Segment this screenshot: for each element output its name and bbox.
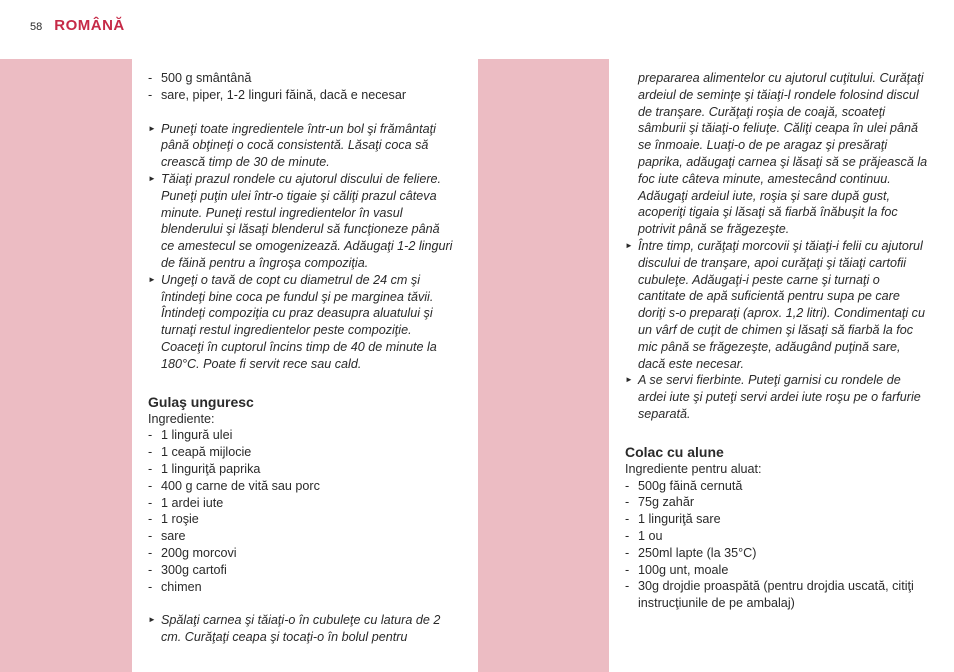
left-column (148, 70, 453, 646)
page-header (30, 17, 125, 37)
recipe-title-colac: Colac cu alune (625, 443, 724, 460)
instruction-step: ► Spălaţi carnea şi tăiaţi-o în cubuleţe cu latura de 2 cm. Curăţaţi ceapa şi tocaţi-o în bolul pentru (148, 613, 441, 645)
instruction-continuation: prepararea alimentelor cu ajutorul cuţitului. Curăţaţi ardeiul de seminţe şi tăiaţi-l rondele folosind discul de tranşare. Curăţaţi roşia de coajă, scoateţi sâmburii şi tăiaţi-o feliuţe. Căliţi ceapa în ulei până se înmoaie. Luaţi-o de pe aragaz şi presăraţi paprika, adăugaţi carnea şi lăsaţi să se prăjească la foc iute câteva minute, amestecând continuu. Adăugaţi ardeiul iute, roşia şi sare după gust, acoperiţi tigaia şi lăsaţi să fiarbă înăbuşit la foc potrivit până se frăgezeşte. (638, 71, 928, 237)
bullet-triangle-icon: ► (625, 240, 633, 250)
ingredient-item: - 1 ou (625, 528, 663, 543)
bullet-triangle-icon: ► (148, 173, 156, 183)
instruction-step: ► Puneţi toate ingredientele într-un bol şi frământaţi până obţineţi o cocă consistentă. Lăsaţi coca să crească timp de 30 de minute. (148, 121, 436, 170)
ingredient-item: - 400 g carne de vită sau porc (148, 478, 320, 493)
ingredient-item: - 1 roşie (148, 512, 199, 527)
bullet-triangle-icon: ► (148, 615, 156, 625)
recipe-title-gulas: Gulaş unguresc (148, 393, 254, 410)
ingredient-item: - sare (148, 529, 186, 544)
ingredient-item: - 500 g smântână (148, 71, 252, 85)
ingredient-item: - 500g făină cernută (625, 478, 743, 493)
ingredient-item: - 1 linguriţă sare (625, 512, 721, 527)
ingredient-item: - 100g unt, moale (625, 562, 729, 577)
instruction-step: ► Tăiaţi prazul rondele cu ajutorul discului de feliere. Puneţi puţin ulei într-o tigaie şi căliţi prazul câteva minute. Puneţi restul ingredientelor în vasul blenderului şi lăsaţi blenderul să funcţioneze până ce amestecul se omogenizează. Adăugaţi 1-2 linguri de făină pentru a îngroşa compoziţia. (148, 171, 453, 270)
bullet-triangle-icon: ► (625, 375, 633, 385)
ingredient-item: - 300g cartofi (148, 562, 227, 577)
ingredient-item: - 200g morcovi (148, 545, 237, 560)
language-title: ROMÂNĂ (54, 17, 125, 34)
left-margin-band (0, 59, 132, 672)
ingredient-item: - 1 lingură ulei (148, 428, 233, 443)
ingredient-item: - chimen (148, 579, 202, 594)
right-column (625, 70, 930, 612)
page-number: 58 (30, 21, 43, 33)
ingredients-label: Ingrediente: (148, 411, 215, 426)
middle-margin-band (478, 59, 609, 672)
ingredient-item: - 1 ardei iute (148, 495, 224, 510)
ingredient-item: - 75g zahăr (625, 495, 695, 510)
bullet-triangle-icon: ► (148, 274, 156, 284)
ingredient-item: - sare, piper, 1-2 linguri făină, dacă e necesar (148, 87, 407, 102)
instruction-step: ► A se servi fierbinte. Puteţi garnisi cu rondele de ardei iute şi puteţi servi ardei iute roşu pe o farfurie separată. (625, 373, 921, 421)
instruction-step: ► Între timp, curăţaţi morcovii şi tăiaţi-i felii cu ajutorul discului de tranşare, apoi curăţaţi şi tăiaţi cartofii cubuleţe. Adăugaţi-i peste carne şi turnaţi o cantitate de apă suficientă pentru supa pe care doriţi s-o preparaţi (aprox. 1,2 litri). Condimentaţi cu un vârf de cuţit de chimen şi lăsaţi să fiarbă la foc mic până se frăgezeşte, adăugând puţină sare, dacă este necesar. (625, 238, 925, 371)
ingredient-item: - 250ml lapte (la 35°C) (625, 545, 757, 560)
ingredient-item: - 1 linguriţă paprika (148, 461, 261, 476)
bullet-triangle-icon: ► (148, 123, 156, 133)
ingredient-item: - 30g drojdie proaspătă (pentru drojdia uscată, citiţi instrucţiunile de pe ambalaj) (625, 579, 914, 611)
ingredients-label: Ingrediente pentru aluat: (625, 461, 762, 476)
instruction-step: ► Ungeţi o tavă de copt cu diametrul de 24 cm şi întindeţi bine coca pe fundul şi pe marginea tăvii. Întindeţi compoziţia cu praz deasupra aluatului şi turnaţi restul ingredientelor peste compoziţie. Coaceţi în cuptorul încins timp de 40 de minute la 180°C. Poate fi servit rece sau cald. (148, 272, 437, 371)
ingredient-item: - 1 ceapă mijlocie (148, 445, 252, 460)
